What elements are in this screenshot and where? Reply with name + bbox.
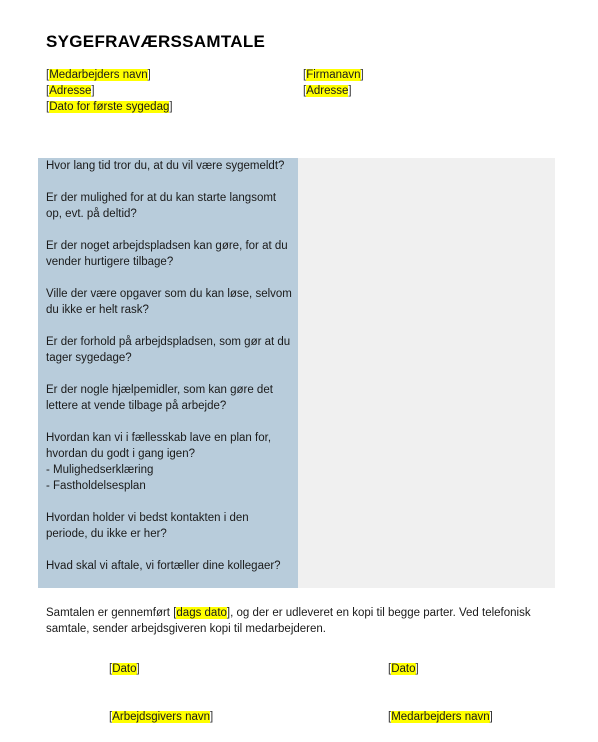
- question-3: Er der noget arbejdspladsen kan gøre, for at du vender hurtigere tilbage?: [46, 240, 288, 268]
- question-8: Hvordan holder vi bedst kontakten i den periode, du ikke er her?: [46, 512, 249, 540]
- employee-signature-name-field[interactable]: [Medarbejders navn]: [388, 711, 493, 723]
- question-2: Er der mulighed for at du kan starte langsomt op, evt. på deltid?: [46, 192, 277, 220]
- conclusion-text-start: Samtalen er gennemført: [46, 607, 174, 619]
- todays-date-placeholder[interactable]: dags dato: [176, 607, 227, 619]
- employee-address-field[interactable]: [Adresse]: [46, 85, 95, 97]
- employer-date-placeholder: Dato: [112, 663, 137, 675]
- question-5: Er der forhold på arbejdspladsen, som gør at du tager sygedage?: [46, 336, 291, 364]
- questions-column: [38, 158, 298, 588]
- employer-date-field[interactable]: [Dato]: [109, 663, 140, 675]
- employee-name-placeholder: Medarbejders navn: [49, 69, 148, 81]
- employee-signature-name-placeholder: Medarbejders navn: [391, 711, 490, 723]
- company-address-placeholder: Adresse: [306, 85, 349, 97]
- document-title: SYGEFRAVÆRSSAMTALE: [46, 32, 266, 51]
- conclusion-paragraph: Samtalen er gennemført [dags dato], og der er udleveret en kopi til begge parter. Ved telefonisk samtale, sender arbejdsgiveren kopi til medarbejderen.: [46, 607, 531, 635]
- employee-name-field[interactable]: [Medarbejders navn]: [46, 69, 151, 81]
- conclusion-text-end: , og der er udleveret en kopi til begge parter. Ved telefonisk samtale, sender arbejdsgiveren kopi til medarbejderen.: [46, 607, 531, 635]
- plan-item-2: - Fastholdelsesplan: [46, 480, 146, 492]
- employee-date-placeholder: Dato: [391, 663, 416, 675]
- question-7-block: [46, 430, 292, 494]
- plan-item-1: - Mulighedserklæring: [46, 464, 154, 476]
- question-7: Hvordan kan vi i fællesskab lave en plan for, hvordan du godt i gang igen?: [46, 432, 272, 460]
- question-6: Er der nogle hjælpemidler, som kan gøre det lettere at vende tilbage på arbejde?: [46, 384, 273, 412]
- employee-address-placeholder: Adresse: [49, 85, 92, 97]
- question-1: Hvor lang tid tror du, at du vil være sygemeldt?: [46, 160, 285, 172]
- employer-name-placeholder: Arbejdsgivers navn: [112, 711, 211, 723]
- company-name-placeholder: Firmanavn: [306, 69, 361, 81]
- question-9: Hvad skal vi aftale, vi fortæller dine kollegaer?: [46, 560, 281, 572]
- company-name-field[interactable]: [Firmanavn]: [303, 69, 364, 81]
- company-address-field[interactable]: [Adresse]: [303, 85, 352, 97]
- first-sick-date-placeholder: Dato for første sygedag: [49, 101, 170, 113]
- question-4: Ville der være opgaver som du kan løse, selvom du ikke er helt rask?: [46, 288, 292, 316]
- employee-date-field[interactable]: [Dato]: [388, 663, 419, 675]
- first-sick-date-field[interactable]: [Dato for første sygedag]: [46, 101, 173, 113]
- answers-column[interactable]: [298, 158, 555, 588]
- questions-table: [38, 158, 555, 588]
- employer-name-field[interactable]: [Arbejdsgivers navn]: [109, 711, 214, 723]
